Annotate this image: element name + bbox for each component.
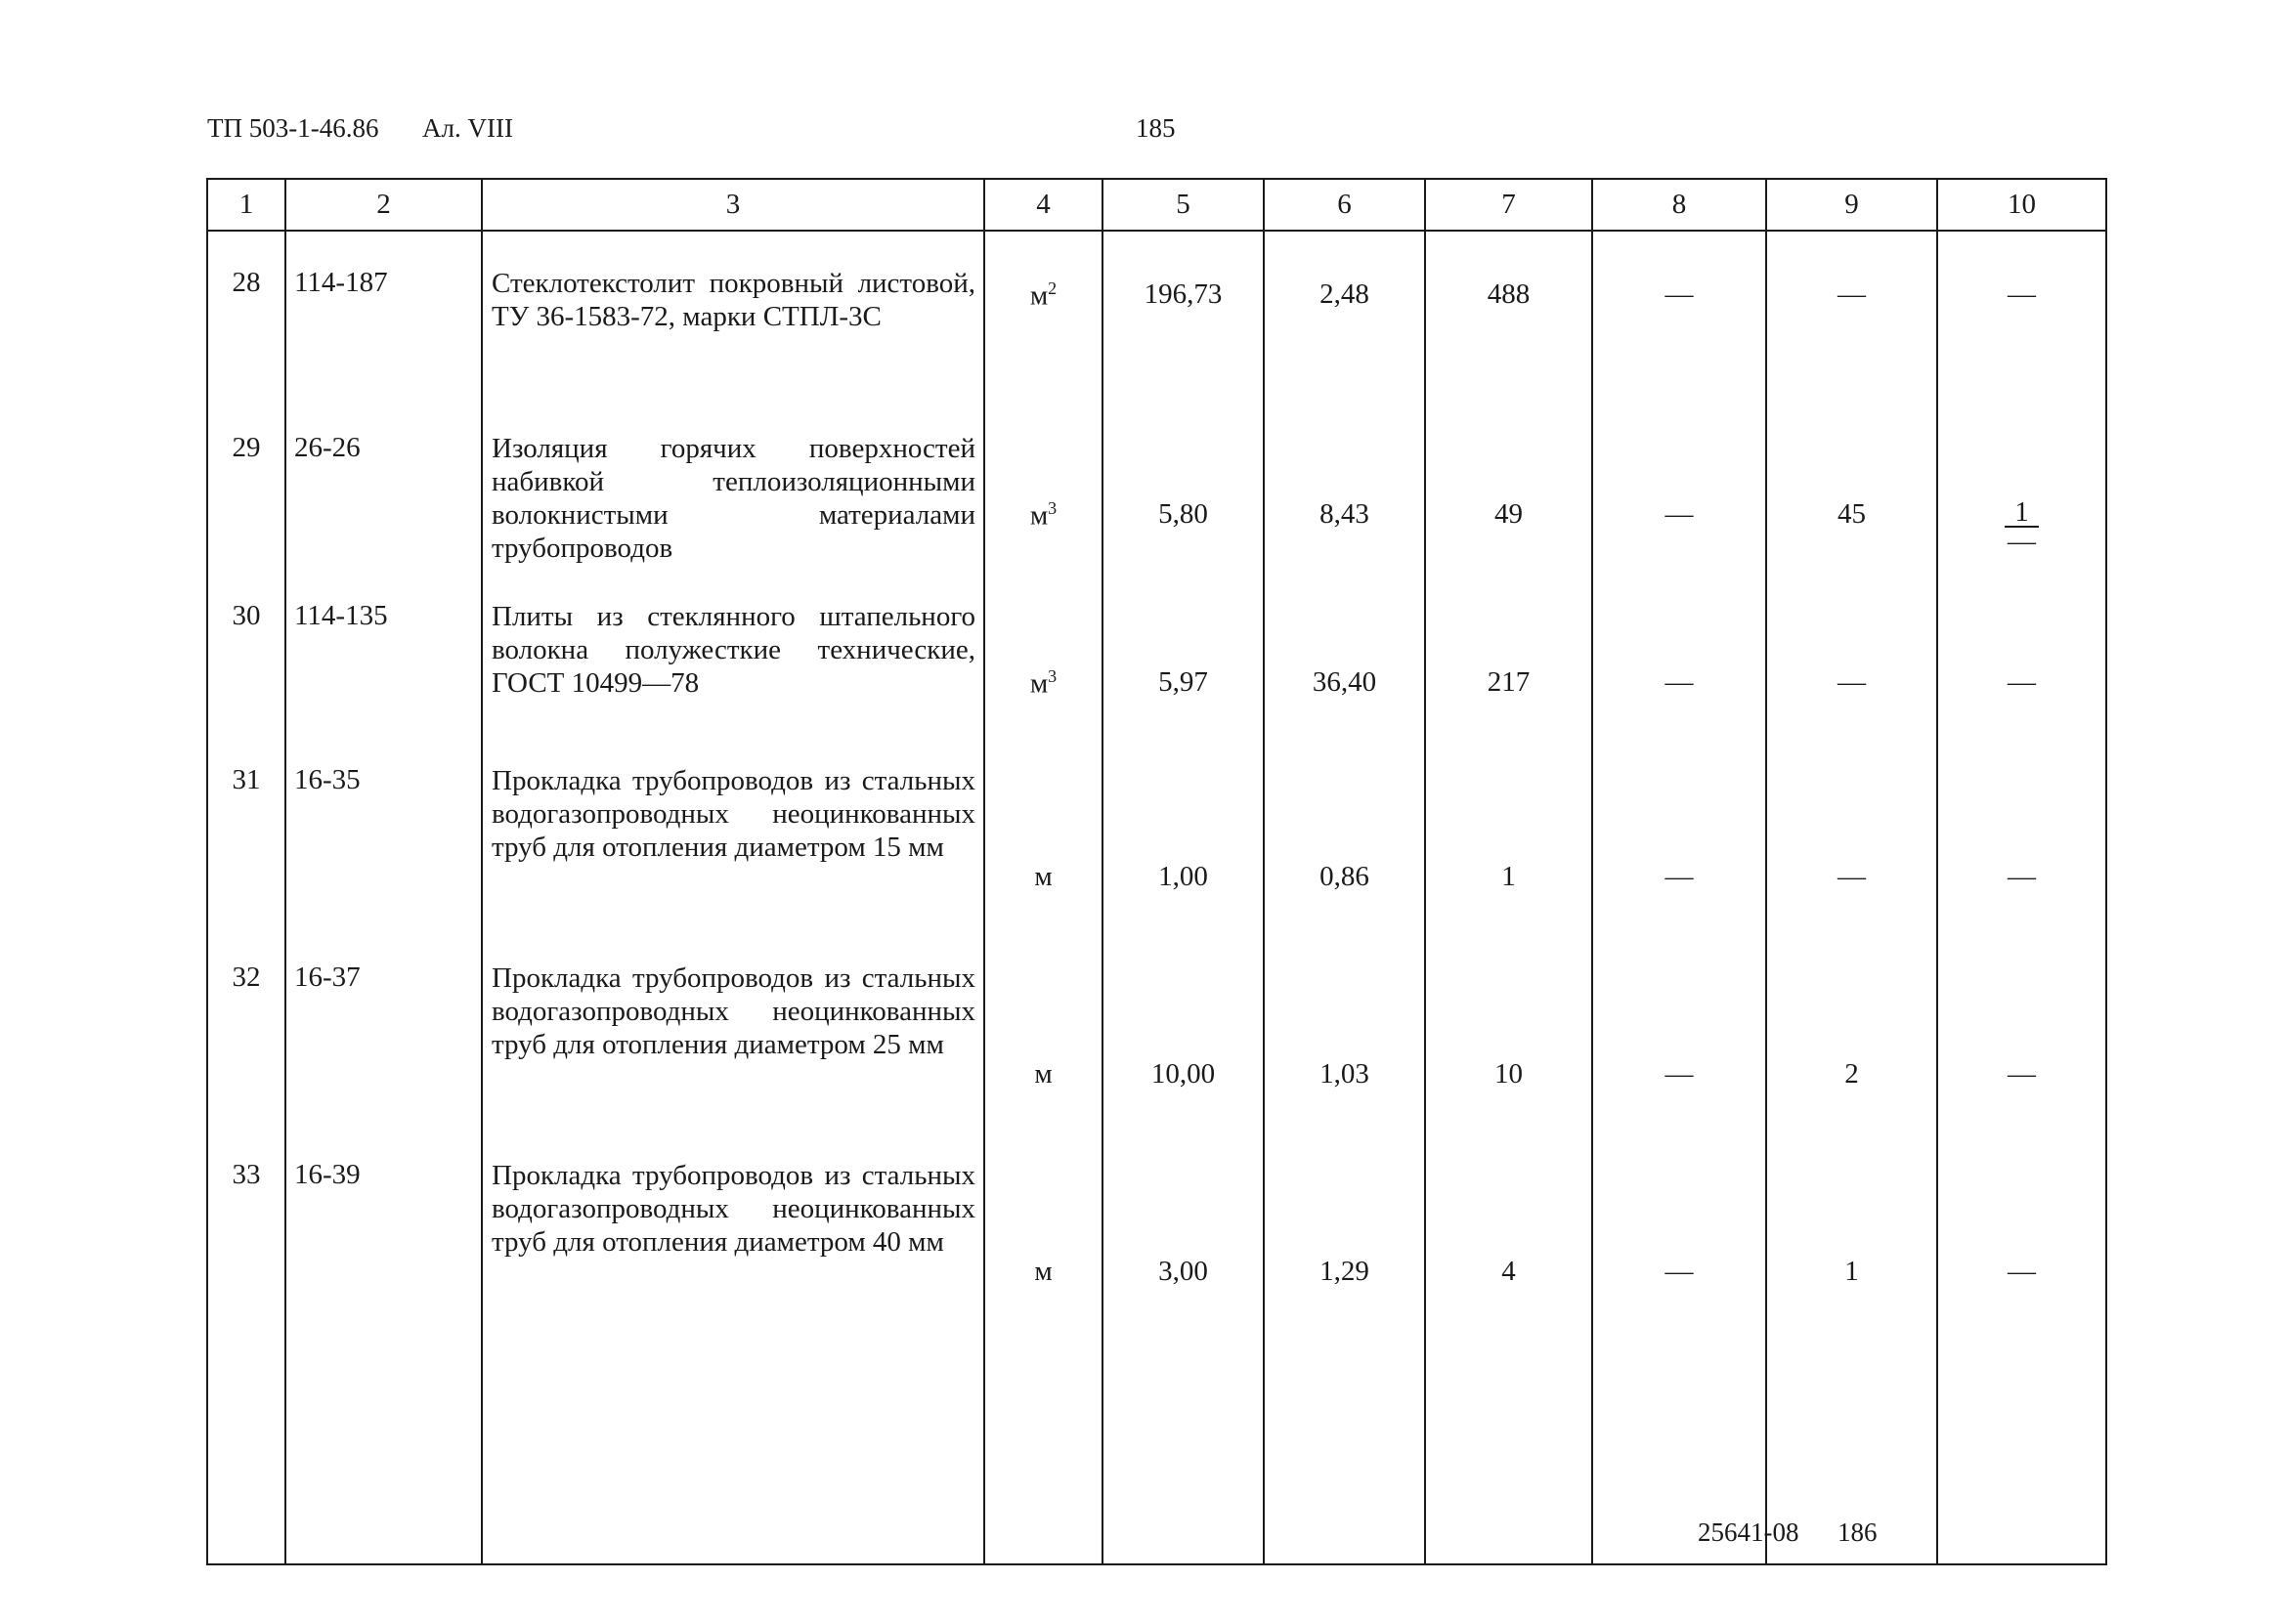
unit-exponent: 3 bbox=[1048, 666, 1058, 686]
unit-cell bbox=[985, 278, 1102, 313]
column-header: 4 bbox=[984, 179, 1102, 231]
col10-value: — bbox=[2008, 861, 2036, 892]
item-description: Изоляция горячих поверхностей набивкой теплоизоляционными волокнистыми материалами трубопроводов bbox=[492, 433, 975, 564]
col10-value: — bbox=[2008, 278, 2036, 310]
column-header: 3 bbox=[482, 179, 984, 231]
quantity: 1,00 bbox=[1158, 861, 1208, 892]
col10-value: — bbox=[2008, 1058, 2036, 1090]
row-number: 33 bbox=[232, 1159, 261, 1190]
quantity: 196,73 bbox=[1144, 278, 1223, 310]
table-row bbox=[207, 1124, 2106, 1321]
unit-exponent: 2 bbox=[1048, 278, 1058, 298]
empty-row bbox=[207, 1321, 2106, 1564]
column-header: 6 bbox=[1264, 179, 1425, 231]
column-header-row bbox=[207, 179, 2106, 231]
column-header: 8 bbox=[1592, 179, 1766, 231]
row-number: 32 bbox=[232, 962, 261, 993]
col9-value: — bbox=[1837, 861, 1866, 892]
col9-value: 2 bbox=[1844, 1058, 1859, 1090]
unit-cost: 36,40 bbox=[1312, 666, 1377, 698]
quantity: 10,00 bbox=[1150, 1058, 1216, 1090]
col8-value: — bbox=[1664, 1256, 1694, 1287]
col9-value: — bbox=[1837, 278, 1866, 310]
item-description: Прокладка трубопроводов из стальных водогазопроводных неоцинкованных труб для отопления диаметром 40 мм bbox=[492, 1160, 975, 1258]
row-number: 31 bbox=[232, 764, 261, 795]
footer-sheet-number: 186 bbox=[1837, 1517, 1878, 1547]
unit: м bbox=[1029, 667, 1049, 700]
col9-value: 45 bbox=[1837, 498, 1866, 530]
col8-value: — bbox=[1664, 861, 1694, 892]
footer-document-number: 25641-08 bbox=[1698, 1517, 1799, 1547]
price-code: 26-26 bbox=[294, 432, 361, 463]
item-description: Прокладка трубопроводов из стальных водогазопроводных неоцинкованных труб для отопления диаметром 15 мм bbox=[492, 765, 975, 863]
table-row bbox=[207, 565, 2106, 729]
fraction-numerator: 1 bbox=[2005, 498, 2039, 528]
col10-value: — bbox=[2008, 1256, 2036, 1287]
price-code: 16-35 bbox=[294, 764, 361, 795]
col8-value: — bbox=[1664, 1058, 1694, 1090]
price-code: 114-135 bbox=[294, 600, 388, 631]
column-header: 10 bbox=[1937, 179, 2106, 231]
table-row bbox=[207, 397, 2106, 565]
total-cost: 217 bbox=[1487, 666, 1531, 698]
unit-cost: 2,48 bbox=[1319, 278, 1369, 310]
unit: м bbox=[1034, 861, 1053, 892]
column-header: 9 bbox=[1766, 179, 1937, 231]
item-description: Плиты из стеклянного штапельного волокна полужесткие технические, ГОСТ 10499—78 bbox=[492, 601, 975, 699]
quantity: 3,00 bbox=[1158, 1256, 1208, 1287]
unit: м bbox=[1034, 1256, 1053, 1287]
unit-exponent: 3 bbox=[1048, 498, 1058, 518]
unit-cost: 1,03 bbox=[1319, 1058, 1369, 1090]
total-cost: 10 bbox=[1494, 1058, 1523, 1090]
unit: м bbox=[1029, 279, 1049, 312]
unit: м bbox=[1034, 1058, 1053, 1090]
column-header: 5 bbox=[1102, 179, 1264, 231]
row-number: 30 bbox=[232, 600, 261, 631]
price-code: 16-39 bbox=[294, 1159, 361, 1190]
table-row bbox=[207, 926, 2106, 1124]
fraction-denominator: — bbox=[2008, 526, 2036, 557]
quantity: 5,80 bbox=[1158, 498, 1208, 530]
col9-value: 1 bbox=[1844, 1256, 1859, 1287]
row-number: 28 bbox=[232, 267, 261, 298]
unit: м bbox=[1029, 499, 1049, 532]
col8-value: — bbox=[1664, 498, 1694, 530]
specification-table bbox=[206, 178, 2107, 1565]
col9-value: — bbox=[1837, 666, 1866, 698]
item-description: Стеклотекстолит покровный листовой, ТУ 36-1583-72, марки СТПЛ-3С bbox=[492, 268, 975, 332]
table-row bbox=[207, 231, 2106, 397]
price-code: 114-187 bbox=[294, 267, 388, 298]
album-number: Ал. VIII bbox=[422, 113, 513, 143]
unit-cost: 8,43 bbox=[1319, 498, 1369, 530]
table-row bbox=[207, 729, 2106, 926]
total-cost: 4 bbox=[1501, 1256, 1516, 1287]
quantity: 5,97 bbox=[1158, 666, 1208, 698]
total-cost: 1 bbox=[1501, 861, 1516, 892]
unit-cost: 0,86 bbox=[1319, 861, 1369, 892]
unit-cell bbox=[985, 498, 1102, 533]
column-header: 7 bbox=[1425, 179, 1592, 231]
total-cost: 488 bbox=[1487, 278, 1531, 310]
col10-fraction bbox=[1938, 498, 2105, 558]
col8-value: — bbox=[1664, 278, 1694, 310]
total-cost: 49 bbox=[1494, 498, 1523, 530]
page-number: 185 bbox=[1136, 113, 1176, 143]
row-number: 29 bbox=[232, 432, 261, 463]
document-code: ТП 503-1-46.86 bbox=[207, 113, 379, 143]
column-header: 1 bbox=[207, 179, 285, 231]
column-header: 2 bbox=[285, 179, 482, 231]
price-code: 16-37 bbox=[294, 962, 361, 993]
item-description: Прокладка трубопроводов из стальных водогазопроводных неоцинкованных труб для отопления диаметром 25 мм bbox=[492, 962, 975, 1060]
col8-value: — bbox=[1664, 666, 1694, 698]
unit-cell bbox=[985, 666, 1102, 701]
unit-cost: 1,29 bbox=[1319, 1256, 1369, 1287]
col10-value: — bbox=[2008, 666, 2036, 698]
